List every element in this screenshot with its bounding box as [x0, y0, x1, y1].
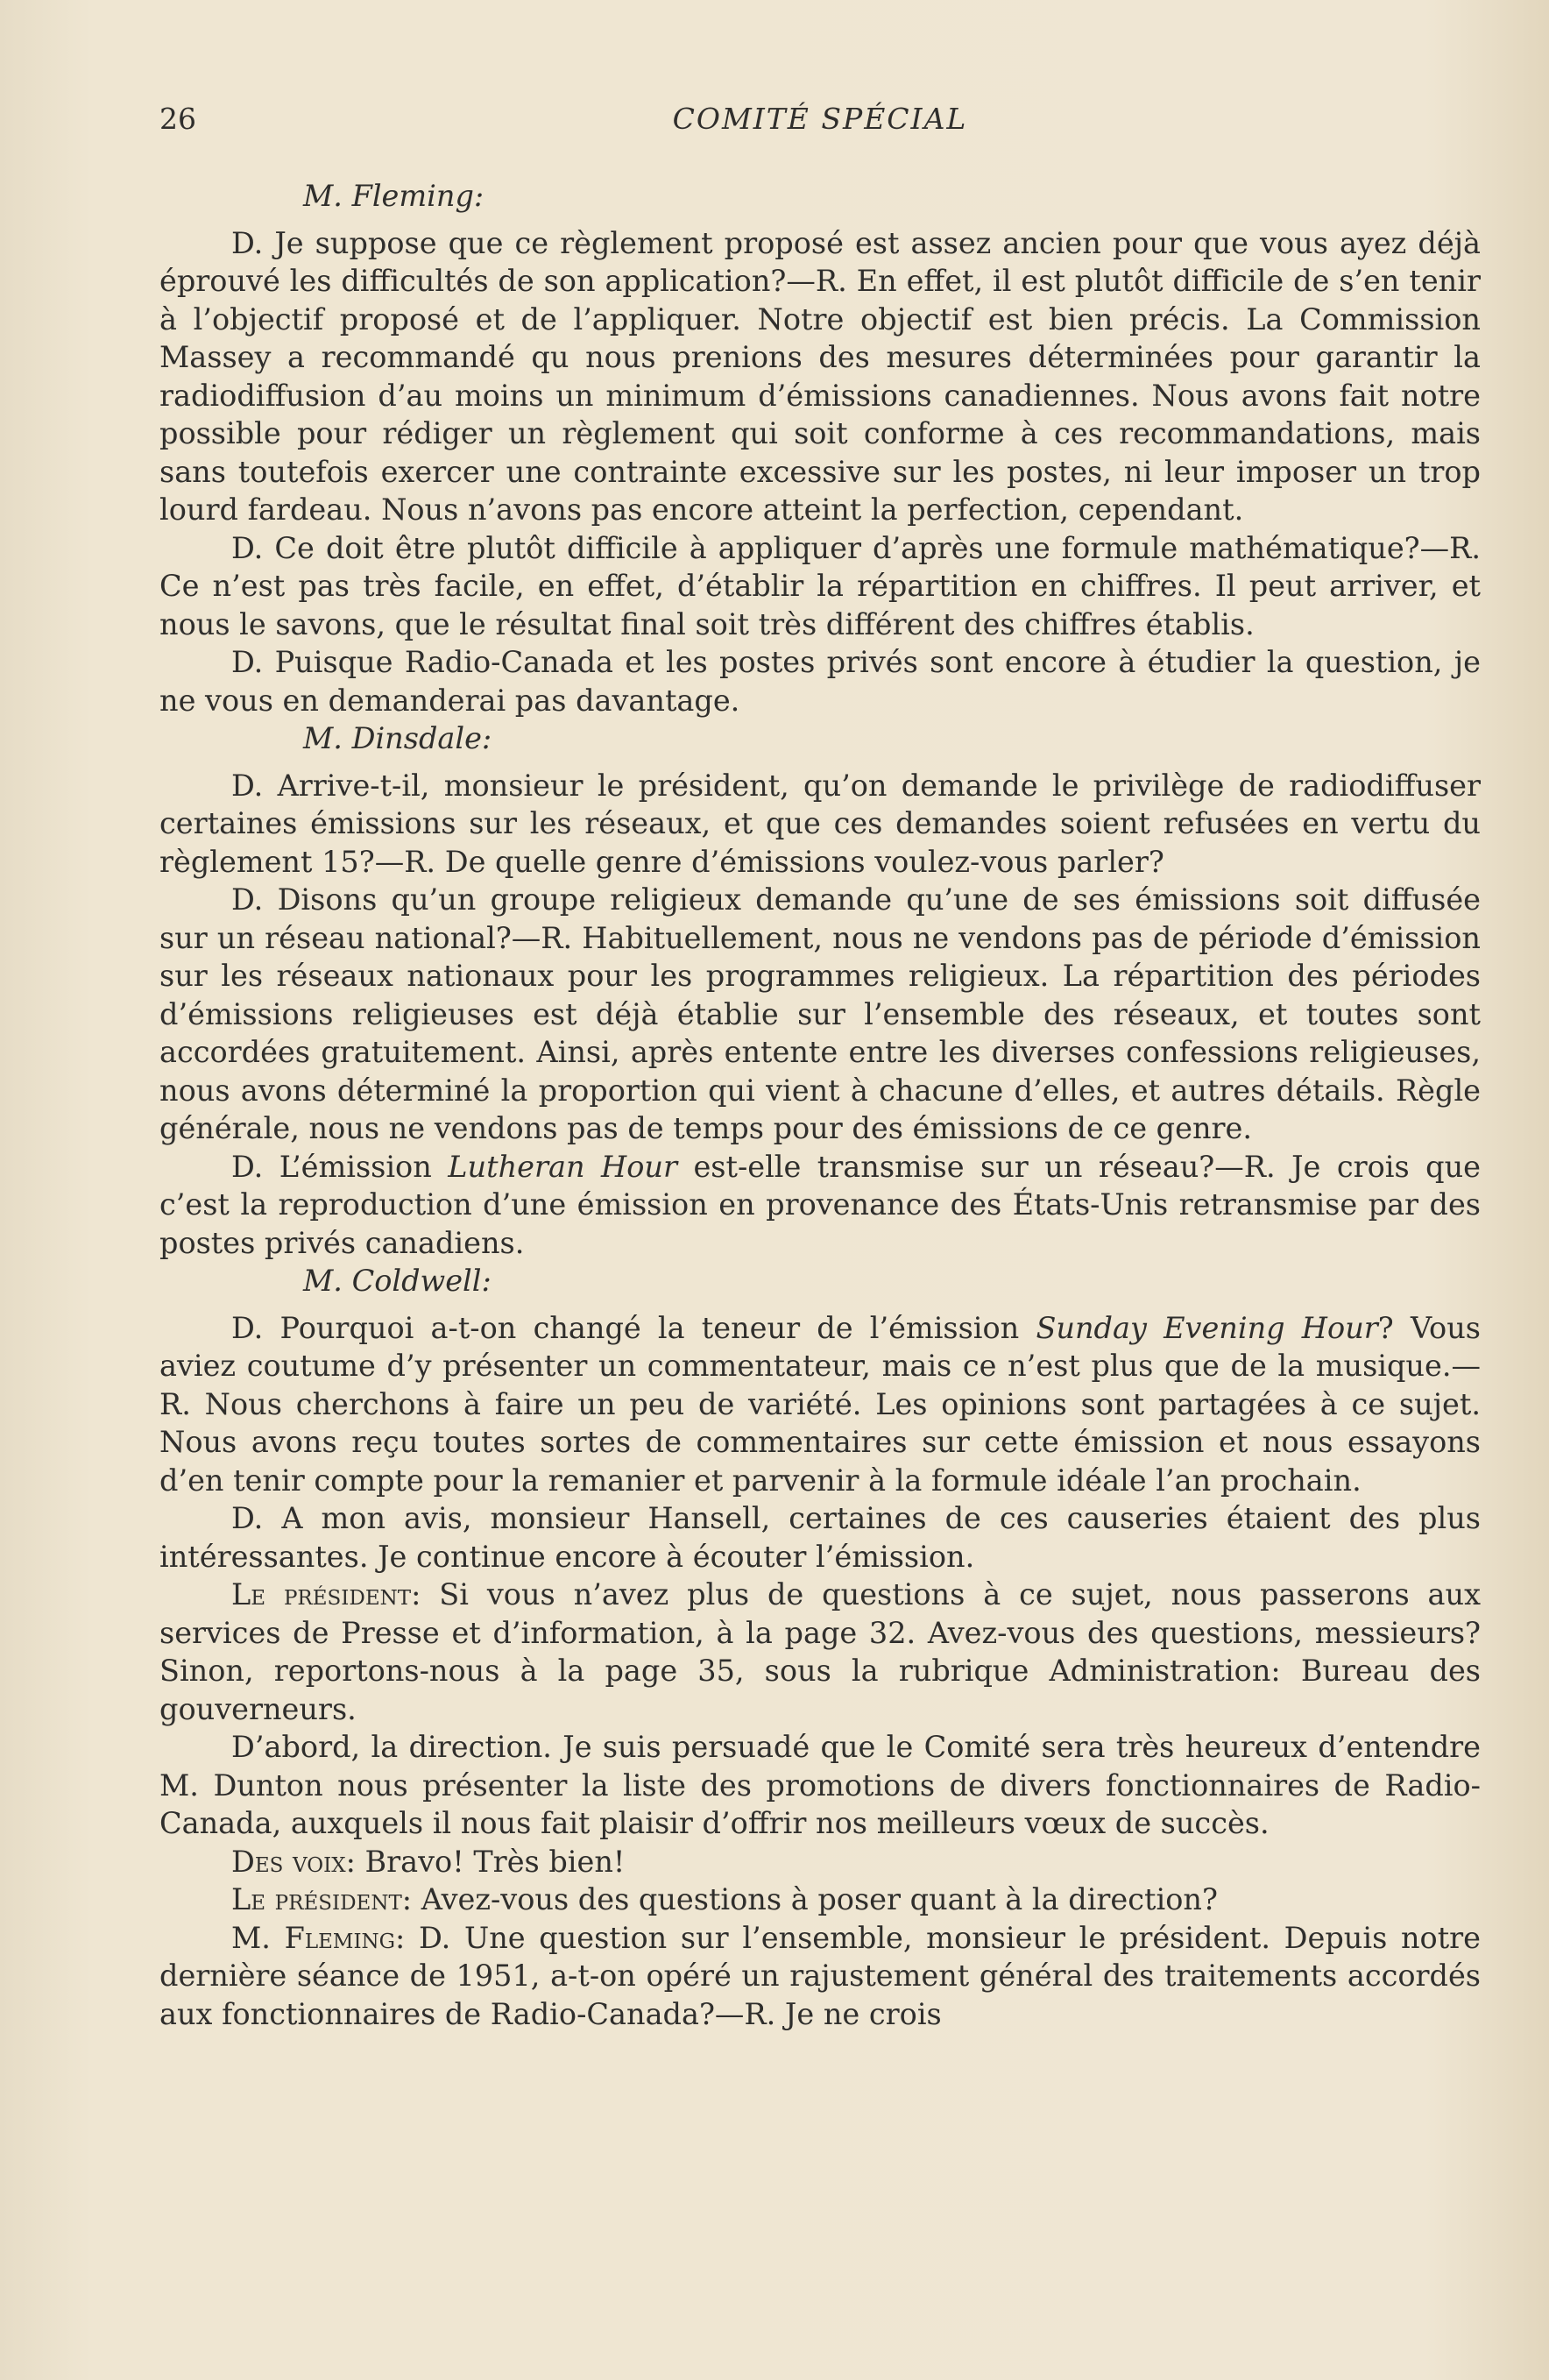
paragraph [159, 1881, 1481, 1919]
speaker-heading: M. Dinsdale: [303, 721, 492, 755]
text-run: ? Vous aviez coutume d’y présenter un commentateur, mais ce n’est plus que de la musique.—R. Nous cherchons à faire un peu de variété. Les opinions sont partagées à ce sujet. Nous avons reçu toutes sortes de commentaires sur cette émission et nous essayons d’en tenir compte pour la remanier et parvenir à la formule idéale l’an prochain. [159, 1310, 1481, 1498]
program-title: Sunday Evening Hour [1036, 1310, 1378, 1345]
page-number: 26 [159, 102, 196, 136]
text-run: D. Pourquoi a-t-on changé la teneur de l’émission [231, 1310, 1036, 1345]
paragraph: D. Ce doit être plutôt difficile à appliquer d’après une formule mathématique?—R. Ce n’est pas très facile, en effet, d’établir la répartition en chiffres. Il peut arriver, et nous le savons, que le résultat final soit très différent des chiffres établis. [159, 530, 1481, 641]
paragraph: D. A mon avis, monsieur Hansell, certaines de ces causeries étaient des plus intéressantes. Je continue encore à écouter l’émission. [159, 1501, 1481, 1574]
speaker-label: M. Fleming: [231, 1920, 406, 1955]
text-run: Bravo! Très bien! [355, 1844, 626, 1879]
text-run: D. L’émission [231, 1149, 449, 1184]
paragraph [159, 1309, 1481, 1500]
speaker-heading: M. Fleming: [303, 179, 485, 213]
body-text [159, 177, 1481, 2033]
speaker-label: Des voix: [231, 1844, 356, 1879]
text-run: est-elle transmise sur un réseau?—R. Je crois que c’est la reproduction d’une émission en provenance des États-Unis retransmise par des postes privés canadiens. [159, 1149, 1481, 1260]
paragraph [159, 1919, 1481, 2034]
paragraph [159, 1843, 1481, 1881]
speaker-label: Le président: [231, 1882, 413, 1916]
paragraph: D. Arrive-t-il, monsieur le président, qu’on demande le privilège de radiodiffuser certaines émissions sur les réseaux, et que ces demandes soient refusées en vertu du règlement 15?—R. De quelle genre d’émissions voulez-vous parler? [159, 768, 1481, 879]
running-header [159, 95, 1481, 144]
paragraph: D. Disons qu’un groupe religieux demande qu’une de ses émissions soit diffusée sur un réseau national?—R. Habituellement, nous ne vendons pas de période d’émission sur les réseaux nationaux pour les programmes religieux. La répartition des périodes d’émissions religieuses est déjà établie sur l’ensemble des réseaux, et toutes sont accordées gratuitement. Ainsi, après entente entre les diverses confessions religieuses, nous avons déterminé la proportion qui vient à chacune d’elles, et autres détails. Règle générale, nous ne vendons pas de temps pour des émissions de ce genre. [159, 882, 1481, 1145]
running-title: COMITÉ SPÉCIAL [672, 102, 968, 136]
speaker-label: Le président: [231, 1577, 421, 1611]
section-dinsdale [159, 719, 1481, 1262]
section-fleming [159, 177, 1481, 719]
paragraph: D’abord, la direction. Je suis persuadé que le Comité sera très heureux d’entendre M. Dunton nous présenter la liste des promotions de divers fonctionnaires de Radio-Canada, auxquels il nous fait plaisir d’offrir nos meilleurs vœux de succès. [159, 1730, 1481, 1840]
page-content [159, 95, 1481, 2033]
text-run: D. Une question sur l’ensemble, monsieur le président. Depuis notre dernière séance de 1951, a-t-on opéré un rajustement général des traitements accordés aux fonctionnaires de Radio-Canada?—R. Je ne crois [159, 1920, 1481, 2031]
paragraph [159, 1576, 1481, 1728]
paragraph: D. Puisque Radio-Canada et les postes privés sont encore à étudier la question, je ne vous en demanderai pas davantage. [159, 645, 1481, 718]
speaker-heading: M. Coldwell: [303, 1264, 492, 1298]
paragraph [159, 1148, 1481, 1263]
paragraph: D. Je suppose que ce règlement proposé est assez ancien pour que vous ayez déjà éprouvé les difficultés de son application?—R. En effet, il est plutôt difficile de s’en tenir à l’objectif proposé et de l’appliquer. Notre objectif est bien précis. La Commission Massey a recommandé qu nous prenions des mesures déterminées pour garantir la radiodiffusion d’au moins un minimum d’émissions canadiennes. Nous avons fait notre possible pour rédiger un règlement qui soit conforme à ces recommandations, mais sans toutefois exercer une contrainte excessive sur les postes, ni leur imposer un trop lourd fardeau. Nous n’avons pas encore atteint la perfection, cependant. [159, 225, 1481, 527]
section-coldwell [159, 1262, 1481, 2033]
text-run: Avez-vous des questions à poser quant à la direction? [412, 1882, 1218, 1916]
program-title: Lutheran Hour [448, 1149, 677, 1184]
text-run: Si vous n’avez plus de questions à ce sujet, nous passerons aux services de Presse et d’information, à la page 32. Avez-vous des questions, messieurs? Sinon, reportons-nous à la page 35, sous la rubrique Administration: Bureau des gouverneurs. [159, 1577, 1481, 1726]
